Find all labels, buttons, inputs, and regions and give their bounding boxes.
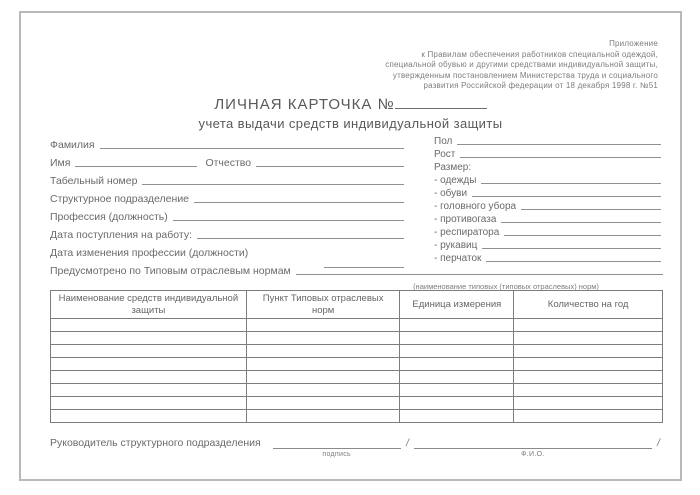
profession-line xyxy=(173,220,404,221)
height-label: Рост xyxy=(434,149,456,160)
field-profession xyxy=(50,205,404,223)
table-cell xyxy=(400,332,514,345)
table-cell xyxy=(51,358,247,371)
size-header-label: Размер: xyxy=(434,162,472,173)
field-size-footwear xyxy=(434,186,661,199)
size-fields xyxy=(434,134,661,264)
field-sex xyxy=(434,134,661,147)
patronymic-line xyxy=(256,166,404,167)
size-gloves-label: - перчаток xyxy=(434,253,482,264)
department-label: Структурное подразделение xyxy=(50,193,190,205)
norms-label: Предусмотрено по Типовым отраслевым нормам xyxy=(50,265,291,277)
field-size-mittens xyxy=(434,238,661,251)
annotation-line: утвержденным постановлением Министерства труда и социального xyxy=(392,70,658,80)
field-size-headgear xyxy=(434,199,661,212)
table-cell xyxy=(514,345,663,358)
size-footwear-label: - обуви xyxy=(434,188,468,199)
annotation-line: специальной обувью и другими средствами индивидуальной защиты, xyxy=(385,60,658,70)
signature-line xyxy=(273,437,401,449)
equipment-table xyxy=(50,290,663,423)
patronymic-label: Отчество xyxy=(205,157,252,169)
annotation-line: развития Российской федерации от 18 декабря 1998 г. №51 xyxy=(423,81,658,91)
table-cell xyxy=(246,371,400,384)
personal-fields xyxy=(50,133,404,270)
field-size-clothing xyxy=(434,173,661,186)
table-cell xyxy=(514,371,663,384)
size-gas-mask-label: - противогаза xyxy=(434,214,497,225)
norms-line xyxy=(296,274,663,275)
title-line2: учета выдачи средств индивидуальной защиты xyxy=(198,116,503,131)
table-cell xyxy=(51,371,247,384)
table-row xyxy=(51,384,663,397)
first-name-label: Имя xyxy=(50,157,71,169)
table-row xyxy=(51,397,663,410)
table-cell xyxy=(51,410,247,423)
surname-line xyxy=(100,148,404,149)
table-cell xyxy=(400,371,514,384)
table-cell xyxy=(400,397,514,410)
size-respirator-label: - респиратора xyxy=(434,227,500,238)
table-cell xyxy=(514,410,663,423)
table-cell xyxy=(514,319,663,332)
field-profession-change-date xyxy=(50,241,404,259)
table-cell xyxy=(514,397,663,410)
slash-end: / xyxy=(656,437,662,449)
size-clothing-line xyxy=(481,183,661,184)
size-clothing-label: - одежды xyxy=(434,175,477,186)
table-cell xyxy=(51,332,247,345)
sex-label: Пол xyxy=(434,136,453,147)
table-row xyxy=(51,319,663,332)
table-row xyxy=(51,371,663,384)
table-cell xyxy=(400,410,514,423)
size-respirator-line xyxy=(504,235,661,236)
table-cell xyxy=(400,345,514,358)
table-cell xyxy=(246,410,400,423)
table-cell xyxy=(51,384,247,397)
full-name-caption: Ф.И.О. xyxy=(521,451,545,458)
surname-label: Фамилия xyxy=(50,139,95,151)
size-gloves-line xyxy=(486,261,661,262)
table-row xyxy=(51,358,663,371)
table-cell xyxy=(51,319,247,332)
table-row xyxy=(51,345,663,358)
field-department xyxy=(50,187,404,205)
table-cell xyxy=(51,397,247,410)
header-unit: Единица измерения xyxy=(400,291,514,319)
signature-section xyxy=(50,437,665,458)
header-equipment-name: Наименование средств индивидуальной защиты xyxy=(51,291,247,319)
title-line1: ЛИЧНАЯ КАРТОЧКА № xyxy=(214,96,395,113)
table-cell xyxy=(246,332,400,345)
table-cell xyxy=(514,384,663,397)
annotation-line: Приложение xyxy=(609,39,658,48)
profession-label: Профессия (должность) xyxy=(50,211,168,223)
table-cell xyxy=(514,358,663,371)
signature-field xyxy=(273,437,401,458)
field-surname xyxy=(50,133,404,151)
size-header xyxy=(434,160,661,173)
department-line xyxy=(194,202,404,203)
table-cell xyxy=(246,319,400,332)
hire-date-label: Дата поступления на работу: xyxy=(50,229,192,241)
table-cell xyxy=(246,397,400,410)
size-headgear-label: - головного убора xyxy=(434,201,517,212)
hire-date-line xyxy=(197,238,404,239)
field-personnel-number xyxy=(50,169,404,187)
personnel-number-line xyxy=(142,184,404,185)
form-title xyxy=(21,96,680,131)
card-number-line xyxy=(395,108,487,109)
slash-separator: / xyxy=(404,437,410,449)
table-cell xyxy=(400,384,514,397)
table-cell xyxy=(400,319,514,332)
table-row xyxy=(51,410,663,423)
field-hire-date xyxy=(50,223,404,241)
field-name-patronymic xyxy=(50,151,404,169)
signature-caption: подпись xyxy=(322,451,351,458)
height-line xyxy=(460,157,661,158)
signature-label: Руководитель структурного подразделения xyxy=(50,437,261,449)
size-footwear-line xyxy=(472,196,661,197)
form-page xyxy=(19,11,682,481)
table-cell xyxy=(246,345,400,358)
equipment-table-body xyxy=(51,319,663,423)
table-cell xyxy=(400,358,514,371)
field-norms xyxy=(50,265,663,277)
table-cell xyxy=(246,358,400,371)
size-gas-mask-line xyxy=(501,222,661,223)
norms-caption: (наименование типовых (типовых отраслевых) норм) xyxy=(413,282,599,291)
table-cell xyxy=(51,345,247,358)
profession-change-date-label: Дата изменения профессии (должности) xyxy=(50,247,249,259)
table-cell xyxy=(246,384,400,397)
size-headgear-line xyxy=(521,209,661,210)
header-norms-clause: Пункт Типовых отраслевых норм xyxy=(246,291,400,319)
full-name-line xyxy=(414,437,652,449)
field-size-respirator xyxy=(434,225,661,238)
field-height xyxy=(434,147,661,160)
table-cell xyxy=(514,332,663,345)
size-mittens-line xyxy=(482,248,661,249)
field-size-gloves xyxy=(434,251,661,264)
sex-line xyxy=(457,144,661,145)
header-quantity-per-year: Количество на год xyxy=(514,291,663,319)
table-row xyxy=(51,332,663,345)
table-header-row xyxy=(51,291,663,319)
field-size-gas-mask xyxy=(434,212,661,225)
header-annotation xyxy=(385,39,658,92)
annotation-line: к Правилам обеспечения работников специальной одеждой, xyxy=(421,49,658,59)
size-mittens-label: - рукавиц xyxy=(434,240,478,251)
full-name-field xyxy=(414,437,652,458)
personnel-number-label: Табельный номер xyxy=(50,175,138,187)
first-name-line xyxy=(75,166,197,167)
